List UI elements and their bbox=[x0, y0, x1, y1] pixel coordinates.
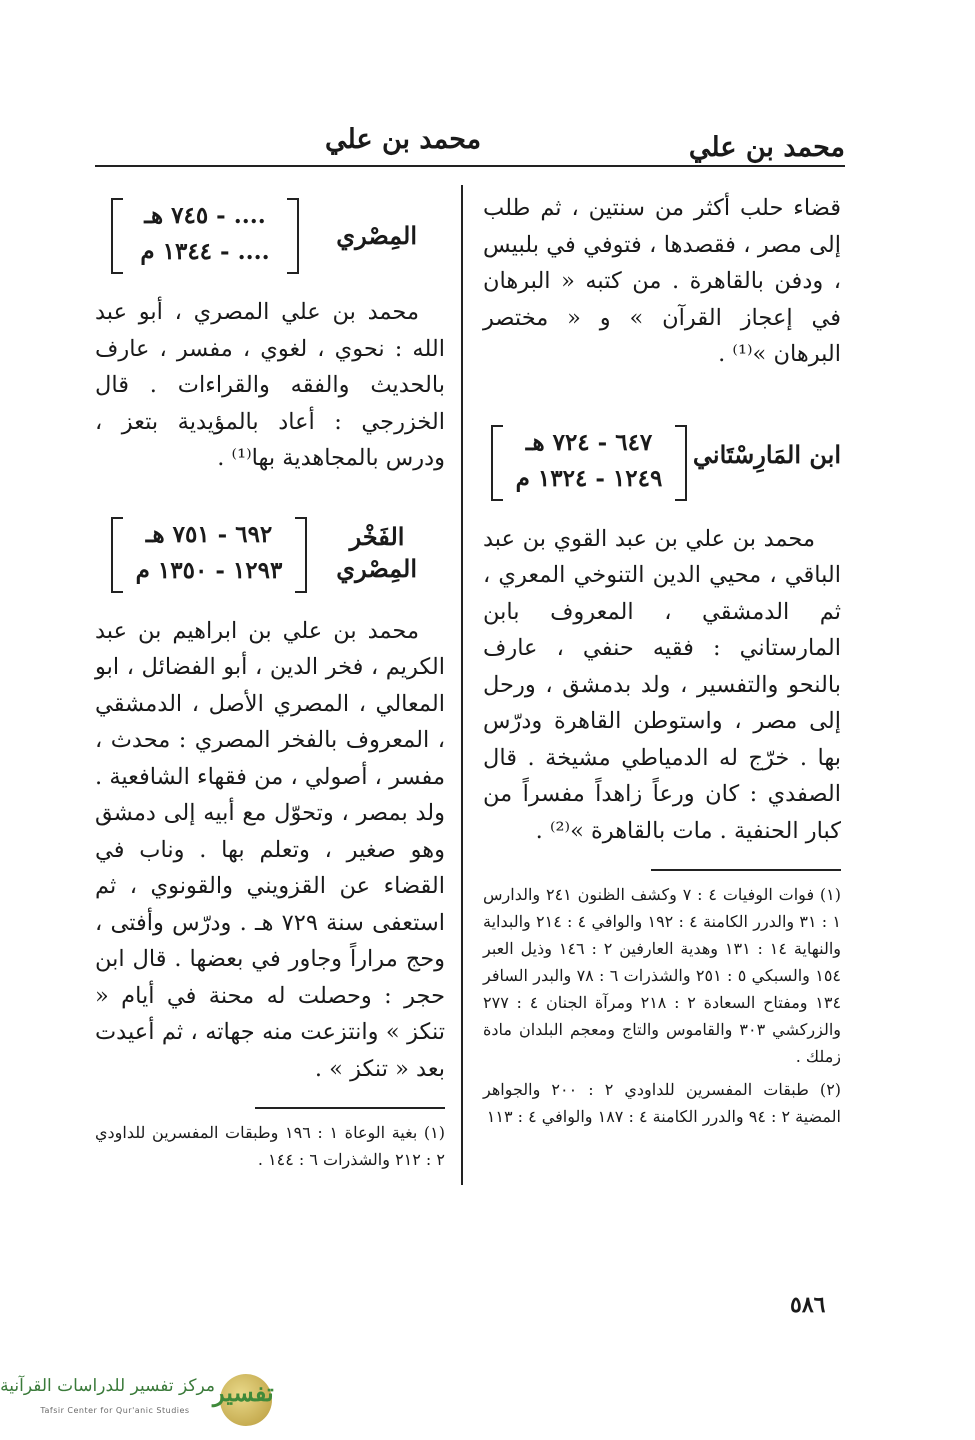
bracket-left bbox=[111, 517, 123, 593]
date-block bbox=[111, 517, 307, 593]
gregorian-dates: ١٢٤٩ - ١٣٢٤ م bbox=[515, 464, 663, 492]
entry-text: محمد بن علي بن ابراهيم بن عبد الكريم ، فخر الدين ، أبو الفضائل ، ابو المعالي ، المصري الأصل ، الدمشقي ، المعروف بالفخر المصري : محدث ، مفسر ، أصولي ، من فقهاء الشافعية . ولد بمصر ، وتحوّل مع أبيه إلى دمشق وهو صغير ، وتعلم بها . وناب في القضاء عن القزويني والقونوي ، ثم استعفى سنة ٧٢٩ هـ . ودرّس وأفتى ، وحج مراراً وجاور في بعضها . قال ابن حجر : وحصلت له محنة في أيام « تنكز » وانتزعت منه جهاته ، ثم أعيدت بعد « تنكز » . bbox=[95, 617, 445, 1082]
column-divider bbox=[461, 185, 463, 1185]
publisher-logo bbox=[0, 1370, 285, 1430]
bracket-right bbox=[675, 425, 687, 501]
logo-word: تفسير bbox=[213, 1378, 274, 1407]
gregorian-dates: ١٢٩٣ - ١٣٥٠ م bbox=[135, 556, 283, 584]
entry-name: ابن المَارِسْتَاني bbox=[692, 439, 841, 469]
logo-arabic-name: مركز تفسير للدراسات القرآنية bbox=[0, 1376, 215, 1396]
footnote-1: (١) فوات الوفيات ٤ : ٧ وكشف الظنون ٢٤١ والدارس ١ : ٣١ والدرر الكامنة ٤ : ١٩٢ والوافي ٤ : ٢١٤ والبداية والنهاية ١٤ : ١٣١ وهدية العارفين ٢ : ١٤٦ وذيل العبر ١٥٤ والسبكي ٥ : ٢٥١ والشذرات ٦ : ٧٨ والبدر السافر ١٣٤ ومفتاح السعادة ٢ : ٢١٨ ومرآة الجنان ٤ : ٢٧٧ والزركشي ٣٠٣ والقاموس والتاج ومعجم البلدان مادة زملك . bbox=[483, 885, 842, 1066]
page-number: ٥٨٦ bbox=[790, 1292, 826, 1318]
running-title-right: محمد بن علي bbox=[688, 132, 845, 163]
logo-english-name: Tafsir Center for Qur'anic Studies bbox=[40, 1406, 190, 1415]
date-block bbox=[491, 425, 687, 501]
hijri-dates: .... - ٧٤٥ هـ bbox=[144, 202, 266, 229]
bracket-right bbox=[287, 198, 299, 274]
entry-text: محمد بن علي المصري ، أبو عبد الله : نحوي ، لغوي ، مفسر ، عارف بالحديث والفقه والقراءات . قال الخزرجي : أعاد بالمؤيدية بتعز ، ودرس بالمجاهدية بها⁽¹⁾ . bbox=[95, 299, 445, 471]
bracket-left bbox=[111, 198, 123, 274]
right-column bbox=[483, 190, 841, 1136]
hijri-dates: ٦٤٧ - ٧٢٤ هـ bbox=[525, 428, 653, 456]
entry-heading bbox=[483, 425, 841, 511]
footnote-rule bbox=[651, 869, 841, 871]
entry-name-line1: الفَخْر bbox=[349, 521, 405, 551]
entry-name-line2: المِصْري bbox=[336, 553, 417, 583]
footnote-1: (١) بغية الوعاة ١ : ١٩٦ وطبقات المفسرين للداودي ٢ : ٢١٢ والشذرات ٦ : ١٤٤ . bbox=[95, 1123, 445, 1169]
header-rule bbox=[95, 165, 845, 167]
date-block bbox=[111, 198, 299, 274]
entry-heading bbox=[95, 517, 445, 603]
entry-heading bbox=[95, 198, 445, 284]
entry-name bbox=[337, 521, 417, 585]
entry-text: محمد بن علي بن عبد القوي بن عبد الباقي ، محيي الدين التنوخي المعري ، ثم الدمشقي ، المعروف بابن المارستاني : فقيه حنفي ، عارف بالنحو والتفسير ، ولد بدمشق ، ورحل إلى مصر ، واستوطن القاهرة ودرّس بها . خرّج له الدمياطي مشيخة . قال الصفدي : كان ورعاً زاهداً مفسراً من كبار الحنفية . مات بالقاهرة »⁽²⁾ . bbox=[483, 525, 841, 844]
left-column bbox=[95, 190, 445, 1179]
continuation-text: قضاء حلب أكثر من سنتين ، ثم طلب إلى مصر ، فقصدها ، فتوفي في بلبيس ، ودفن بالقاهرة . من كتبه « البرهان في إعجاز القرآن » و « مختصر البرهان »⁽¹⁾ . bbox=[483, 195, 841, 367]
footnote-2: (٢) طبقات المفسرين للداودي ٢ : ٢٠٠ والجواهر المضية ٢ : ٩٤ والدرر الكامنة ٤ : ١٨٧ والوافي ٤ : ١١٣ bbox=[483, 1080, 842, 1126]
bracket-right bbox=[295, 517, 307, 593]
entry-name: المِصْري bbox=[336, 221, 417, 250]
running-title-left: محمد بن علي bbox=[325, 124, 482, 155]
hijri-dates: ٦٩٢ - ٧٥١ هـ bbox=[145, 520, 273, 548]
page-header bbox=[95, 118, 845, 168]
footnote-rule bbox=[255, 1107, 445, 1109]
gregorian-dates: .... - ١٣٤٤ م bbox=[140, 238, 270, 265]
bracket-left bbox=[491, 425, 503, 501]
